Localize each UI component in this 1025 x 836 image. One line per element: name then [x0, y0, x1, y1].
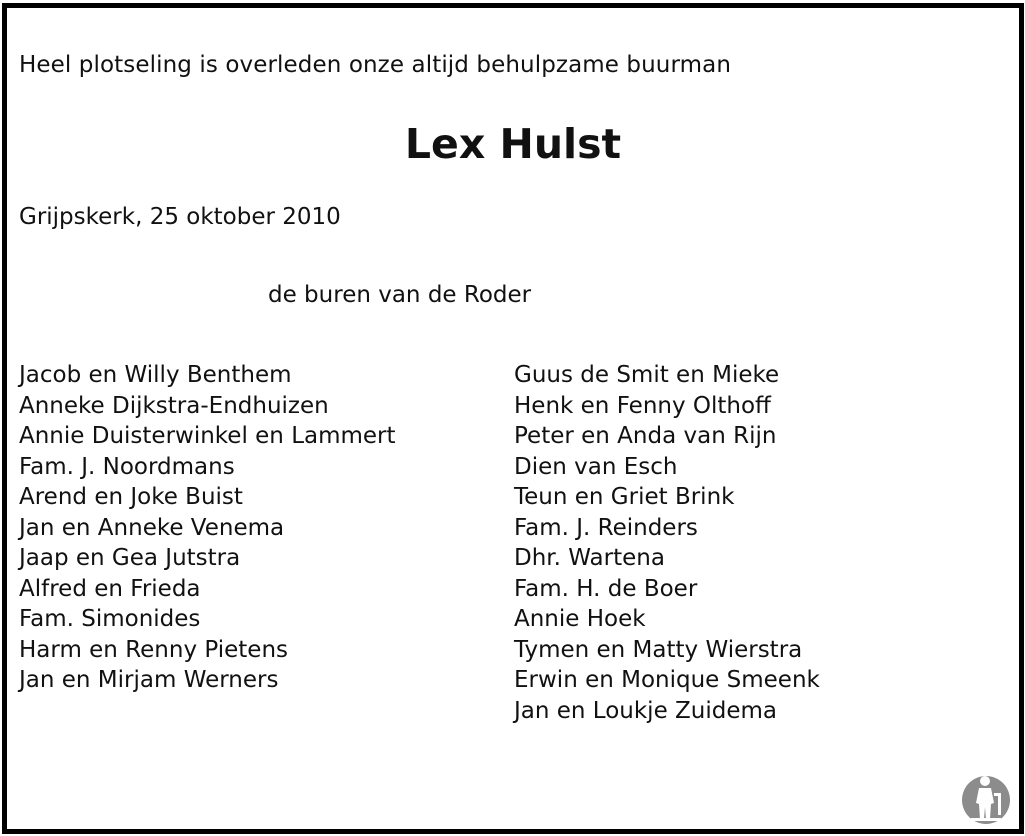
signoff: de buren van de Roder [268, 282, 532, 308]
list-item: Dhr. Wartena [514, 545, 665, 571]
list-item: Anneke Dijkstra-Endhuizen [19, 392, 329, 419]
place-date: Grijpskerk, 25 oktober 2010 [19, 204, 341, 230]
list-item: Guus de Smit en Mieke [514, 362, 780, 388]
list-item: Jan en Anneke Venema [19, 514, 285, 541]
list-item: Dien van Esch [514, 453, 678, 480]
list-item: Henk en Fenny Olthoff [514, 392, 771, 419]
deceased-name: Lex Hulst [404, 120, 622, 168]
list-item: Tymen en Matty Wierstra [514, 636, 803, 663]
names-list-right [514, 360, 820, 726]
list-item: Harm en Renny Pietens [19, 636, 289, 663]
list-item: Alfred en Frieda [19, 575, 201, 602]
list-item: Annie Hoek [514, 606, 646, 632]
list-item: Erwin en Monique Smeenk [514, 667, 820, 693]
list-item: Jan en Loukje Zuidema [514, 697, 778, 724]
list-item: Fam. H. de Boer [514, 575, 698, 602]
list-item: Peter en Anda van Rijn [514, 423, 777, 449]
list-item: Fam. J. Reinders [514, 514, 698, 541]
list-item: Fam. Simonides [19, 606, 201, 632]
list-item: Jacob en Willy Benthem [19, 362, 292, 388]
list-item: Jan en Mirjam Werners [19, 667, 279, 693]
list-item: Arend en Joke Buist [19, 484, 243, 510]
list-item: Fam. J. Noordmans [19, 453, 235, 480]
memorial-figure-icon [961, 771, 1011, 825]
obituary-notice [2, 3, 1024, 834]
intro-text: Heel plotseling is overleden onze altijd behulpzame buurman [19, 52, 732, 78]
list-item: Jaap en Gea Jutstra [19, 545, 241, 571]
names-list-left [19, 360, 396, 696]
list-item: Annie Duisterwinkel en Lammert [19, 423, 396, 449]
list-item: Teun en Griet Brink [514, 484, 735, 510]
